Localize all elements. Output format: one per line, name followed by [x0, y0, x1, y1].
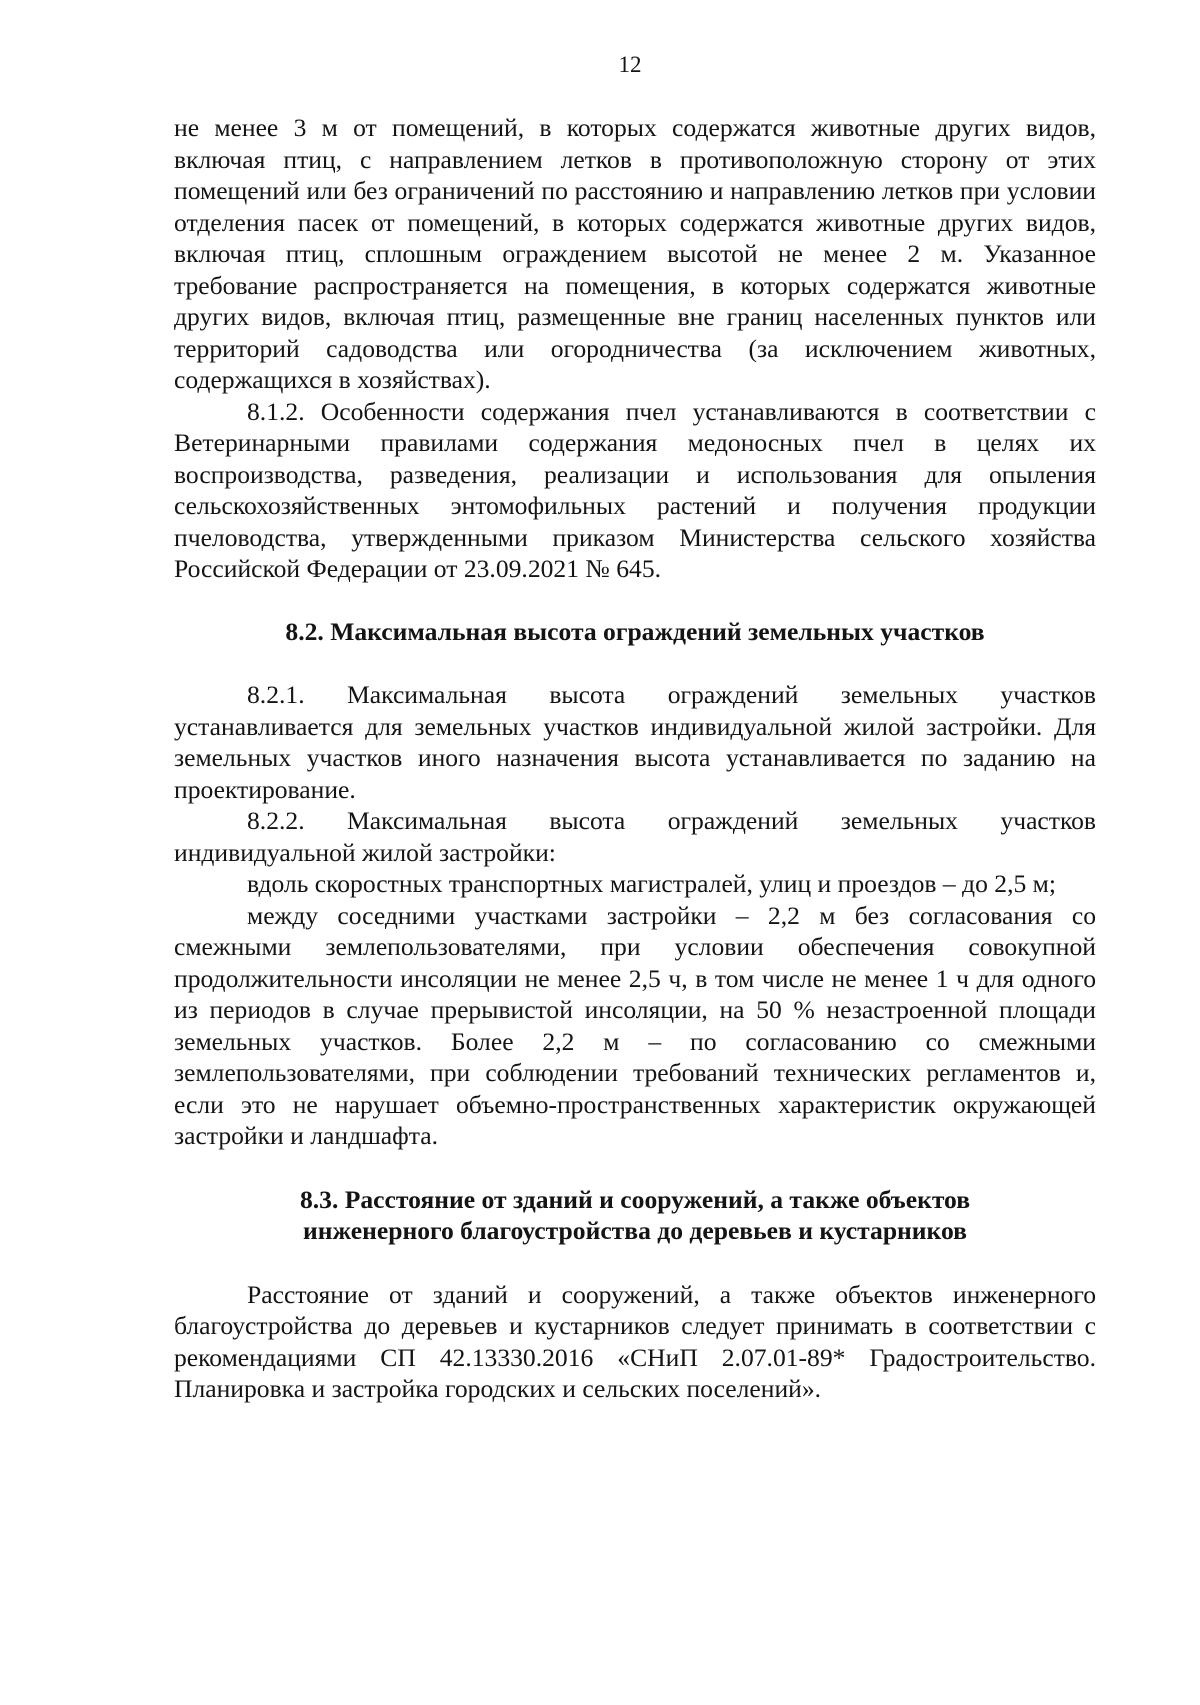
section-heading-8-3-line2: инженерного благоустройства до деревьев и кустарников — [303, 1216, 967, 1245]
section-heading-8-3-line1: 8.3. Расстояние от зданий и сооружений, а также объектов — [299, 1184, 971, 1214]
section-heading-8-2: 8.2. Максимальная высота ограждений земельных участков — [285, 616, 985, 646]
page-number: 12 — [618, 52, 642, 77]
paragraph-8-3-distance: Расстояние от зданий и сооружений, а также объектов инженерного благоустройства до деревьев и кустарников следует принимать в соответствии с рекомендациями СП 42.13330.2016 «СНиП 2.07.01-89* Градостроительство. Планировка и застройка городских и сельских поселений». — [174, 1279, 1096, 1403]
paragraph-along-highways: вдоль скоростных транспортных магистралей, улиц и проездов – до 2,5 м; — [247, 869, 1056, 898]
document-body — [174, 112, 1096, 1405]
paragraph-8-2-2: 8.2.2. Максимальная высота ограждений земельных участков индивидуальной жилой застройки: — [174, 806, 1096, 867]
paragraph-8-1-2: 8.1.2. Особенности содержания пчел устанавливаются в соответствии с Ветеринарными правилами содержания медоносных пчел в целях их воспроизводства, разведения, реализации и использования для опыления сельскохозяйственных энтомофильных растений и получения продукции пчеловодства, утвержденными приказом Министерства сельского хозяйства Российской Федерации от 23.09.2021 № 645. — [174, 396, 1096, 583]
section-heading-8-3 — [174, 1184, 1096, 1247]
paragraph-animal-distance: не менее 3 м от помещений, в которых содержатся животные других видов, включая птиц, с направлением летков в противоположную сторону от этих помещений или без ограничений по расстоянию и направлению летков при условии отделения пасек от помещений, в которых содержатся животные других видов, включая птиц, сплошным ограждением высотой не менее 2 м. Указанное требование распространяется на помещения, в которых содержатся животные других видов, включая птиц, размещенные вне границ населенных пунктов или территорий садоводства или огородничества (за исключением животных, содержащихся в хозяйствах). — [174, 113, 1096, 394]
paragraph-8-2-1: 8.2.1. Максимальная высота ограждений земельных участков устанавливается для земельных участков индивидуальной жилой застройки. Для земельных участков иного назначения высота устанавливается по заданию на проектирование. — [174, 680, 1096, 804]
paragraph-between-neighbors: между соседними участками застройки – 2,2 м без согласования со смежными землепользователями, при условии обеспечения совокупной продолжительности инсоляции не менее 2,5 ч, в том числе не менее 1 ч для одного из периодов в случае прерывистой инсоляции, на 50 % незастроенной площади земельных участков. Более 2,2 м – по согласованию со смежными землепользователями, при соблюдении требований технических регламентов и, если это не нарушает объемно-пространственных характеристик окружающей застройки и ландшафта. — [174, 900, 1096, 1150]
